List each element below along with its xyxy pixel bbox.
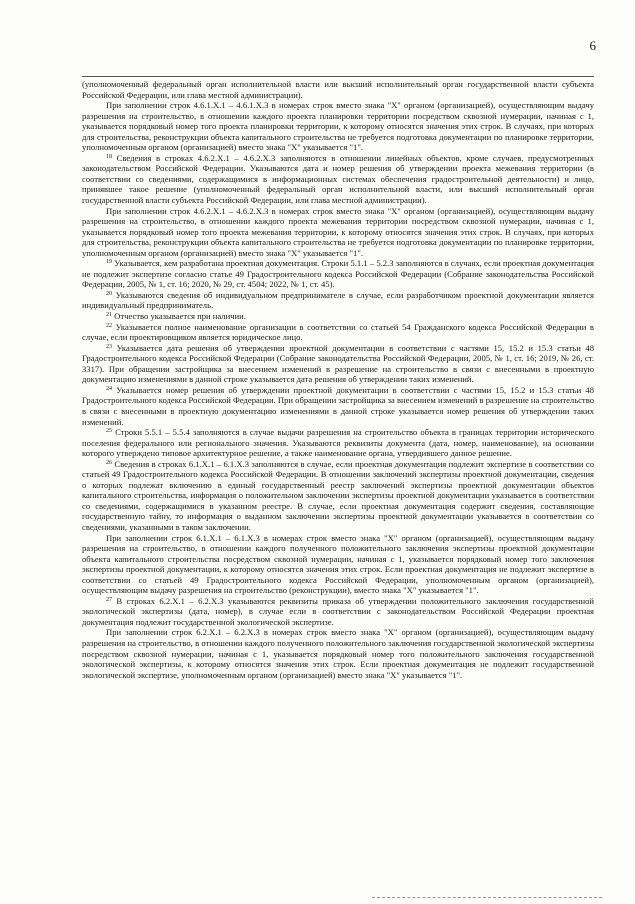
paragraph-text: Указывается дата решения об утверждении проектной документации в соответствии с частями 15, 15.2 и 15.3 статьи 48 Градостроительного кодекса Российской Федерации (Собрание законодательства Российской Федерации, 2005, № 1, ст. 16; 2019, № 26, ст. 3317). При обращении застройщика за внесением изменений в разрешение на строительство в связи с внесенными в проектную документацию изменениями в данной строке указывается дата решения об утверждении таких изменений. [82, 342, 594, 385]
footnote-number: 22 [106, 322, 112, 329]
body-paragraph [82, 79, 594, 100]
document-body [82, 79, 594, 680]
footnote-number: 26 [106, 459, 112, 466]
footnote-paragraph [82, 311, 594, 322]
paragraph-text: В строках 6.2.Х.1 – 6.2.Х.3 указываются реквизиты приказа об утверждении положительного заключения государственной экологической экспертизы (дата, номер), в случае если в соответствии с законодательством Российской Федерации проектная документация подлежит государственной экологической экспертизе. [82, 595, 594, 627]
paragraph-text: При заполнении строк 4.6.2.Х.1 – 4.6.2.Х.3 в номерах строк вместо знака "Х" органом (организацией), осуществляющим выдачу разрешения на строительство, в отношении каждого проекта межевания территории посредством сквозной нумерации, начиная с 1, указывается порядковый номер того проекта межевания территории, к которому относятся значения этих строк. В случаях, при которых для строительства, реконструкции объекта капитального строительства не требуется подготовка документации по планировке территории, уполномоченным органом (организацией) вместо знака "Х" указывается "1". [82, 205, 594, 258]
body-paragraph [82, 100, 594, 153]
body-paragraph [82, 533, 594, 596]
paragraph-text: Указываются сведения об индивидуальном предпринимателе в случае, если разработчиком проектной документации является индивидуальный предприниматель. [82, 289, 594, 311]
footnote-number: 18 [106, 153, 112, 160]
paragraph-text: Сведения в строках 4.6.2.Х.1 – 4.6.2.Х.3 заполняются в отношении линейных объектов, кроме случаев, предусмотренных законодательством Российской Федерации. Указываются дата и номер решения об утверждении проекта межевания территории (в соответствии со сведениями, содержащимися в информационных системах обеспечения градостроительной деятельности) и лицо, принявшее такое решение (уполномоченный федеральный орган исполнительной власти, или высший исполнительный орган государственной власти субъекта Российской Федерации, или глава местной администрации). [82, 152, 594, 206]
footnote-paragraph [82, 258, 594, 290]
footnote-paragraph [82, 153, 594, 206]
paragraph-text: (уполномоченный федеральный орган исполнительной власти или высший исполнительный орган государственной власти субъекта Российской Федерации, или глава местной администрации). [82, 79, 594, 100]
scan-edge-marks [372, 897, 602, 900]
paragraph-text: При заполнении строк 6.1.Х.1 – 6.1.Х.3 в номерах строк вместо знака "Х" органом (организацией), осуществляющим выдачу разрешения на строительство, в отношении каждого полученного положительного заключения экспертизы проектной документации объекта капитального строительства посредством сквозной нумерации, начиная с 1, указывается порядковый номер того заключения экспертизы проектной документации, к которому относятся значения этих строк. Если проектная документация не подлежит экспертизе в соответствии со статьей 49 Градостроительного кодекса Российской Федерации, уполномоченным органом (организацией), осуществляющим выдачу разрешения на строительство (реконструкции), вместо знака "Х" указывается "1". [82, 532, 594, 596]
footnote-number: 27 [106, 596, 112, 603]
footnote-paragraph [82, 343, 594, 385]
paragraph-text: Указывается полное наименование организации в соответствии со статьей 54 Гражданского кодекса Российской Федерации в случае, если проектировщиком является юридическое лицо. [82, 321, 594, 343]
paragraph-text: Отчество указывается при наличии. [112, 311, 246, 322]
paragraph-text: Сведения в строках 6.1.Х.1 – 6.1.Х.3 заполняются в случае, если проектная документация подлежит экспертизе в соответствии со статьей 49 Градостроительного кодекса Российской Федерации. В отношении заключений экспертизы проектной документации, сведения о которых подлежат включению в единый государственный реестр заключений экспертизы проектной документации объектов капитального строительства, информация о положительном заключении экспертизы проектной документации указывается в соответствии со сведениями, содержащимися в указанном реестре. В случае, если проектная документация содержит сведения, составляющие государственную тайну, то информация о выданном заключении экспертизы проектной документации указывается в соответствии со сведениями, указанными в таком заключении. [82, 458, 594, 532]
footnote-number: 24 [106, 385, 112, 392]
footnote-number: 20 [106, 290, 112, 297]
footnote-paragraph [82, 322, 594, 343]
footnote-paragraph [82, 596, 594, 628]
footnote-paragraph [82, 290, 594, 311]
footnote-number: 19 [106, 259, 112, 266]
footnote-number: 23 [106, 343, 112, 350]
page-number: 6 [589, 38, 596, 53]
body-paragraph [82, 627, 594, 680]
footnote-paragraph [82, 427, 594, 459]
paragraph-text: При заполнении строк 4.6.1.Х.1 – 4.6.1.Х.3 в номерах строк вместо знака "Х" органом (организацией), осуществляющим выдачу разрешения на строительство, в отношении каждого проекта планировки территории посредством сквозной нумерации, начиная с 1, указывается порядковый номер того проекта планировки территории, к которому относятся значения этих строк. В случаях, при которых для строительства, реконструкции объекта капитального строительства не требуется подготовка документации по планировке территории, уполномоченным органом (организацией) вместо знака "Х" указывается "1". [82, 100, 594, 153]
paragraph-text: Указывается, кем разработана проектная документация. Строки 5.1.1 – 5.2.3 заполняются в случаях, если проектная документация не подлежит экспертизе согласно статье 49 Градостроительного кодекса Российской Федерации (Собрание законодательства Российской Федерации, 2005, № 1, ст. 16; 2020, № 29, ст. 4504; 2022, № 1, ст. 45). [82, 258, 594, 290]
footnote-paragraph [82, 459, 594, 533]
footnote-paragraph [82, 385, 594, 427]
footnote-number: 21 [106, 312, 112, 319]
footnote-number: 25 [106, 428, 112, 435]
header-rule [82, 76, 594, 77]
body-paragraph [82, 206, 594, 259]
paragraph-text: При заполнении строк 6.2.Х.1 – 6.2.Х.3 в номерах строк вместо знака "Х" органом (организацией), осуществляющим выдачу разрешения на строительство, в отношении каждого полученного положительного заключения государственной экологической экспертизы посредством сквозной нумерации, начиная с 1, указывается порядковый номер того положительного заключения государственной экологической экспертизы, к которому относятся значения этих строк. Если проектная документация не подлежит государственной экологической экспертизе, уполномоченным органом (организацией) вместо знака "Х" указывается "1". [82, 627, 594, 680]
paragraph-text: Строки 5.5.1 – 5.5.4 заполняются в случае выдачи разрешения на строительство объекта в границах территории исторического поселения федерального или регионального значения. Указываются реквизиты документа (дата, номер, наименование), на основании которого утверждено типовое архитектурное решение, а также наименование органа, утвердившего данное решение. [82, 427, 594, 459]
paragraph-text: Указывается номер решения об утверждении проектной документации в соответствии с частями 15, 15.2 и 15.3 статьи 48 Градостроительного кодекса Российской Федерации. При обращении застройщика за внесением изменений в разрешение на строительство в связи с внесенными в проектную документацию изменениями в данной строке указывается номер решения об утверждении таких изменений. [82, 384, 594, 427]
